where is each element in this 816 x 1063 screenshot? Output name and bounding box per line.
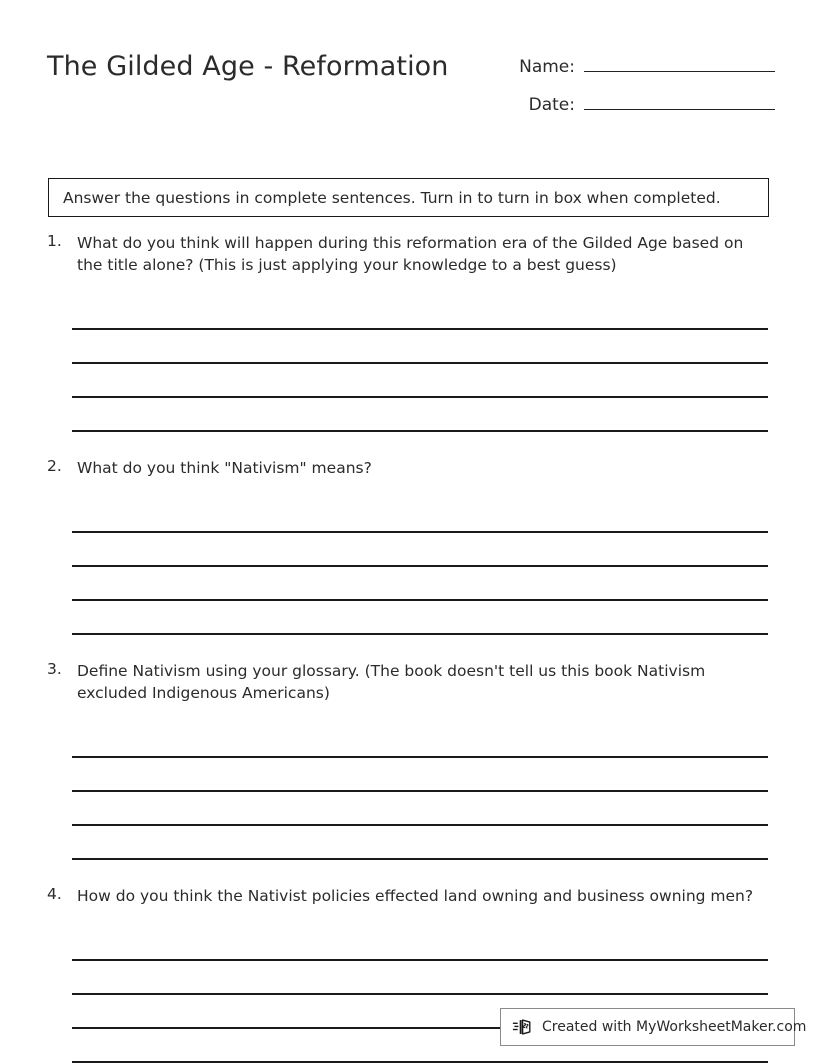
page-title: The Gilded Age - Reformation	[47, 51, 449, 82]
name-input-line[interactable]	[584, 48, 775, 72]
questions-list	[0, 232, 816, 1063]
answer-line[interactable]	[72, 296, 768, 330]
date-field-label: Date:	[528, 95, 575, 115]
date-input-line[interactable]	[584, 86, 775, 110]
instructions-box	[48, 178, 769, 217]
footer-attribution-text: Created with MyWorksheetMaker.com	[542, 1019, 807, 1035]
question-prompt	[0, 232, 816, 276]
question-text: What do you think "Nativism" means?	[77, 459, 372, 477]
question-text: How do you think the Nativist policies effected land owning and business owning men?	[77, 887, 754, 905]
answer-line[interactable]	[72, 533, 768, 567]
question-text: What do you think will happen during this reformation era of the Gilded Age based on the title alone? (This is just applying your knowledge to a best guess)	[77, 234, 744, 274]
name-field-label: Name:	[519, 57, 575, 77]
answer-line[interactable]	[72, 330, 768, 364]
question-prompt	[0, 457, 816, 479]
answer-line[interactable]	[72, 724, 768, 758]
answer-lines-group	[72, 724, 768, 860]
name-field-row	[495, 48, 775, 86]
answer-line[interactable]	[72, 758, 768, 792]
answer-lines-group	[72, 499, 768, 635]
answer-line[interactable]	[72, 927, 768, 961]
question-item	[0, 457, 816, 635]
answer-line[interactable]	[72, 364, 768, 398]
student-info-fields	[495, 48, 775, 124]
question-text: Define Nativism using your glossary. (The book doesn't tell us this book Nativism excluded Indigenous Americans)	[77, 662, 706, 702]
question-prompt	[0, 660, 816, 704]
answer-line[interactable]	[72, 499, 768, 533]
answer-line[interactable]	[72, 826, 768, 860]
answer-line[interactable]	[72, 961, 768, 995]
question-item	[0, 232, 816, 432]
question-number: 3.	[47, 660, 62, 678]
question-number: 2.	[47, 457, 62, 475]
question-item	[0, 660, 816, 860]
answer-lines-group	[72, 296, 768, 432]
date-field-row	[495, 86, 775, 124]
answer-line[interactable]	[72, 398, 768, 432]
answer-line[interactable]	[72, 567, 768, 601]
answer-line[interactable]	[72, 792, 768, 826]
worksheet-header	[0, 0, 816, 160]
footer-attribution-badge[interactable]	[500, 1008, 807, 1046]
worksheet-maker-logo-icon	[512, 1016, 534, 1038]
instructions-text: Answer the questions in complete sentences. Turn in to turn in box when completed.	[63, 188, 721, 207]
answer-line[interactable]	[72, 601, 768, 635]
question-prompt	[0, 885, 816, 907]
question-number: 1.	[47, 232, 62, 250]
question-number: 4.	[47, 885, 62, 903]
